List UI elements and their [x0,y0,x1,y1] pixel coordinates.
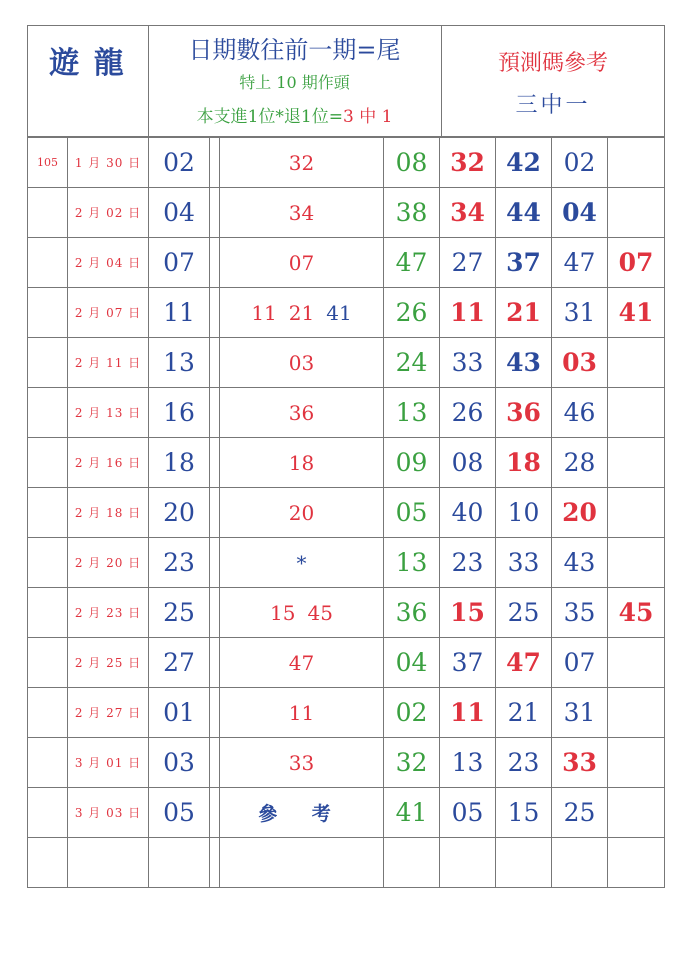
reference-number-cell: 38 [384,188,440,238]
date-cell: 3 月 01 日 [68,738,149,788]
prediction-cell [496,138,552,188]
prediction-number: 15 [450,598,485,627]
prediction-number: 44 [506,198,541,227]
reference-number-cell: 26 [384,288,440,338]
prediction-number: 13 [451,748,484,777]
prediction-cell [440,788,496,838]
year-cell [28,538,68,588]
spacer-cell [210,738,220,788]
draw-number-cell: 02 [149,138,210,188]
prediction-cell [496,288,552,338]
draw-number-cell: 25 [149,588,210,638]
tail-numbers-cell [220,238,384,288]
spacer-cell [210,588,220,638]
year-cell [28,238,68,288]
tail-numbers-cell [220,788,384,838]
year-cell [28,788,68,838]
reference-number-cell: 05 [384,488,440,538]
subtitle-2-rule: 本支進1位*退1位= [196,107,343,127]
prediction-cell [496,688,552,738]
year-cell [28,688,68,738]
tail-number: 32 [288,150,315,175]
prediction-number: 36 [506,398,541,427]
extra-prediction-cell [608,138,665,188]
table-row [28,338,665,388]
table-row [28,188,665,238]
prediction-number: 23 [507,748,540,777]
draw-number-cell: 13 [149,338,210,388]
tail-number: * [296,550,307,575]
reference-number-cell: 24 [384,338,440,388]
reference-number-cell [384,838,440,888]
prediction-cell [440,588,496,638]
spacer-cell [210,788,220,838]
prediction-cell [552,338,608,388]
spacer-cell [210,188,220,238]
tail-number: 03 [288,350,315,375]
tail-number: 45 [307,600,333,625]
table-row [28,688,665,738]
prediction-cell [496,488,552,538]
spacer-cell [210,688,220,738]
prediction-number: 02 [563,148,596,177]
table-row [28,588,665,638]
tail-numbers-cell [220,638,384,688]
prediction-cell [552,388,608,438]
tail-numbers-cell [220,738,384,788]
date-cell: 2 月 04 日 [68,238,149,288]
prediction-number: 37 [451,648,484,677]
reference-number-cell: 04 [384,638,440,688]
prediction-cell [496,538,552,588]
reference-number-cell: 36 [384,588,440,638]
extra-prediction-cell [608,488,665,538]
predict-title: 預測碼參考 [497,51,608,76]
spacer-cell [210,438,220,488]
header-subtitle-2 [148,102,441,127]
prediction-cell [552,838,608,888]
prediction-cell [552,488,608,538]
prediction-cell [496,588,552,638]
prediction-cell [440,338,496,388]
prediction-cell [440,138,496,188]
year-cell [28,388,68,438]
draw-number-cell: 27 [149,638,210,688]
table-row [28,438,665,488]
prediction-cell [552,738,608,788]
prediction-number: 33 [562,748,597,777]
prediction-number: 21 [507,698,540,727]
prediction-cell [496,738,552,788]
extra-prediction-number: 07 [618,248,654,277]
spacer-cell [210,338,220,388]
prediction-number: 31 [563,698,596,727]
extra-prediction-cell [608,538,665,588]
tail-number: 15 [270,600,296,625]
prediction-number: 43 [506,348,541,377]
reference-number-cell: 08 [384,138,440,188]
tail-numbers-cell [220,388,384,438]
date-cell: 2 月 02 日 [68,188,149,238]
prediction-cell [552,188,608,238]
prediction-number: 35 [563,598,596,627]
extra-prediction-cell [608,388,665,438]
prediction-number: 05 [451,798,484,827]
year-cell [28,188,68,238]
table-row [28,738,665,788]
prediction-number: 21 [506,298,541,327]
extra-prediction-number: 41 [618,298,654,327]
prediction-number: 23 [451,548,484,577]
spacer-cell [210,388,220,438]
prediction-number: 47 [506,648,541,677]
reference-number-cell: 32 [384,738,440,788]
prediction-number: 11 [450,298,485,327]
draw-number-cell: 05 [149,788,210,838]
table-row [28,238,665,288]
table-row [28,388,665,438]
extra-prediction-cell [608,838,665,888]
prediction-number: 25 [507,598,540,627]
date-cell [68,838,149,888]
table-row [28,638,665,688]
spacer-cell [210,638,220,688]
reference-number-cell: 09 [384,438,440,488]
year-cell [28,738,68,788]
draw-number-cell: 18 [149,438,210,488]
prediction-cell [440,688,496,738]
extra-prediction-cell [608,688,665,738]
date-cell: 3 月 03 日 [68,788,149,838]
prediction-cell [496,238,552,288]
extra-prediction-cell [608,638,665,688]
reference-number-cell: 41 [384,788,440,838]
tail-numbers-cell [220,488,384,538]
table-row [28,138,665,188]
prediction-cell [552,288,608,338]
prediction-cell [552,238,608,288]
prediction-number: 07 [563,648,596,677]
prediction-number: 28 [563,448,596,477]
extra-prediction-cell [608,288,665,338]
spacer-cell [210,288,220,338]
prediction-number: 31 [563,298,596,327]
prediction-cell [496,388,552,438]
tail-number: 18 [288,450,315,475]
prediction-cell [440,438,496,488]
prediction-number: 32 [450,148,485,177]
spacer-cell [210,238,220,288]
date-cell: 2 月 11 日 [68,338,149,388]
reference-number-cell: 02 [384,688,440,738]
prediction-number: 42 [506,148,541,177]
draw-number-cell: 20 [149,488,210,538]
brand-title: 遊 龍 [49,46,126,81]
spacer-cell [210,138,220,188]
date-cell: 2 月 18 日 [68,488,149,538]
prediction-number: 18 [506,448,541,477]
predict-subtitle: 三中一 [515,93,591,118]
extra-prediction-cell [608,588,665,638]
date-cell: 2 月 13 日 [68,388,149,438]
date-cell: 2 月 20 日 [68,538,149,588]
tail-number: 07 [288,250,315,275]
extra-prediction-cell [608,438,665,488]
year-cell [28,438,68,488]
prediction-cell [440,538,496,588]
prediction-cell [440,188,496,238]
tail-number: 41 [326,300,352,325]
prediction-cell [552,538,608,588]
extra-prediction-cell [608,238,665,288]
prediction-number: 25 [563,798,596,827]
tail-number: 參 考 [258,803,345,825]
prediction-number: 11 [450,698,485,727]
table-row [28,538,665,588]
year-cell [28,588,68,638]
tail-numbers-cell [220,588,384,638]
prediction-cell [440,238,496,288]
results-body [28,138,665,888]
date-cell: 2 月 07 日 [68,288,149,338]
table-row [28,488,665,538]
prediction-number: 37 [506,248,541,277]
header-title: 日期數往前一期=尾 [188,36,401,64]
tail-number: 36 [288,400,315,425]
year-cell: 105 [28,138,68,188]
draw-number-cell: 11 [149,288,210,338]
prediction-cell [440,488,496,538]
tail-numbers-cell [220,438,384,488]
prediction-cell [552,138,608,188]
reference-number-cell: 13 [384,538,440,588]
prediction-cell [552,788,608,838]
prediction-cell [496,788,552,838]
prediction-cell [496,838,552,888]
header-subtitle-1: 特上 10 期作頭 [239,73,350,92]
draw-number-cell: 01 [149,688,210,738]
prediction-cell [496,188,552,238]
prediction-number: 34 [450,198,485,227]
draw-number-cell: 23 [149,538,210,588]
prediction-cell [552,588,608,638]
extra-prediction-cell [608,788,665,838]
date-cell: 2 月 27 日 [68,688,149,738]
spacer-cell [210,838,220,888]
prediction-number: 10 [507,498,540,527]
prediction-cell [496,438,552,488]
reference-number-cell: 47 [384,238,440,288]
tail-number: 34 [288,200,315,225]
tail-number: 21 [288,300,315,325]
tail-numbers-cell [220,188,384,238]
year-cell [28,638,68,688]
tail-numbers-cell [220,688,384,738]
prediction-number: 26 [451,398,484,427]
year-cell [28,338,68,388]
tail-numbers-cell [220,338,384,388]
table-row [28,788,665,838]
prediction-number: 20 [562,498,597,527]
tail-number: 33 [288,750,315,775]
prediction-number: 46 [563,398,596,427]
year-cell [28,838,68,888]
extra-prediction-cell [608,738,665,788]
prediction-cell [440,288,496,338]
prediction-number: 03 [562,348,597,377]
prediction-number: 15 [507,798,540,827]
prediction-number: 47 [563,248,596,277]
tail-numbers-cell [220,838,384,888]
tail-number: 11 [251,300,277,325]
year-cell [28,288,68,338]
prediction-cell [496,338,552,388]
date-cell: 2 月 23 日 [68,588,149,638]
date-cell: 2 月 16 日 [68,438,149,488]
prediction-cell [440,638,496,688]
table-row [28,838,665,888]
prediction-cell [440,838,496,888]
tail-number: 11 [288,700,315,725]
prediction-cell [440,738,496,788]
prediction-number: 04 [562,198,597,227]
prediction-number: 33 [507,548,540,577]
tail-number: 20 [288,500,315,525]
prediction-number: 27 [451,248,484,277]
reference-number-cell: 13 [384,388,440,438]
draw-number-cell [149,838,210,888]
prediction-number: 43 [563,548,596,577]
extra-prediction-cell [608,188,665,238]
subtitle-2-result: 3 中 1 [342,107,393,127]
spacer-cell [210,538,220,588]
extra-prediction-cell [608,338,665,388]
prediction-number: 40 [451,498,484,527]
date-cell: 2 月 25 日 [68,638,149,688]
tail-numbers-cell [220,288,384,338]
prediction-cell [552,688,608,738]
draw-number-cell: 04 [149,188,210,238]
prediction-cell [496,638,552,688]
date-cell: 1 月 30 日 [68,138,149,188]
tail-number: 47 [288,650,315,675]
prediction-cell [440,388,496,438]
prediction-number: 08 [451,448,484,477]
draw-number-cell: 03 [149,738,210,788]
draw-number-cell: 07 [149,238,210,288]
tail-numbers-cell [220,538,384,588]
results-table [27,137,665,888]
prediction-cell [552,638,608,688]
table-row [28,288,665,338]
draw-number-cell: 16 [149,388,210,438]
prediction-number: 33 [451,348,484,377]
extra-prediction-number: 45 [618,598,654,627]
prediction-cell [552,438,608,488]
tail-numbers-cell [220,138,384,188]
spacer-cell [210,488,220,538]
year-cell [28,488,68,538]
